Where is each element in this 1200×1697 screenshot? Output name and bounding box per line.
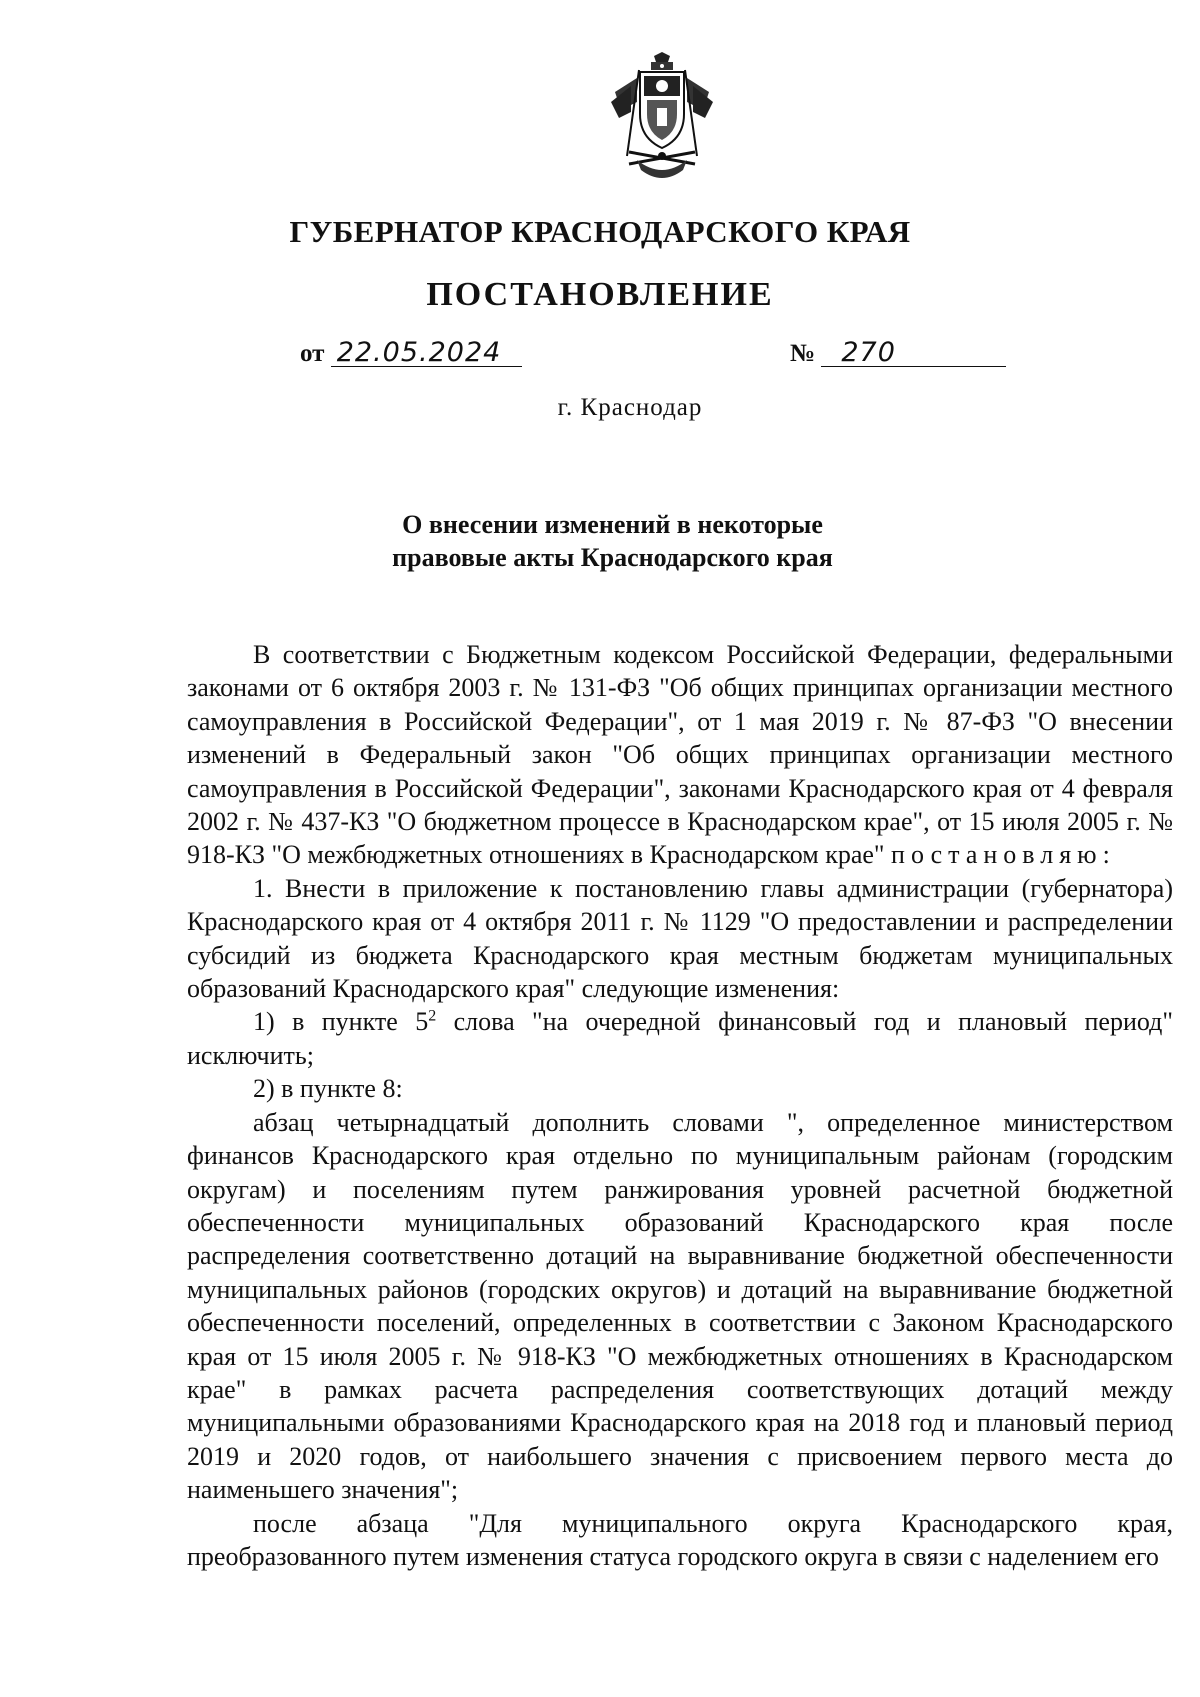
- document-number: [790, 337, 1006, 368]
- document-subject: [0, 508, 1200, 574]
- issuing-authority: ГУБЕРНАТОР КРАСНОДАРСКОГО КРАЯ: [289, 214, 911, 249]
- paragraph-preamble: [187, 638, 1173, 872]
- city: г. Краснодар: [557, 394, 703, 421]
- paragraph-subitem-2: 2) в пункте 8:: [253, 1074, 403, 1104]
- paragraph-amendment-text: абзац четырнадцатый дополнить словами ", определенное министерством финансов Краснодарского края отдельно по муниципальным районам (городским округам) и поселениям путем ранжирования уровней расчетной бюджетной обеспеченности муниципальных образований Краснодарского края после распределения соответственно дотаций на выравнивание бюджетной обеспеченности муниципальных районов (городских округов) и дотаций на выравнивание бюджетной обеспеченности поселений, определенных в соответствии с Законом Краснодарского края от 15 июля 2005 г. № 918-КЗ "О межбюджетных отношениях в Краснодарском крае" в рамках расчета распределения соответствующих дотаций между муниципальными образованиями Краснодарского края на 2018 год и плановый период 2019 и 2020 годов, от наибольшего значения с присвоением первого места до наименьшего значения";: [187, 1107, 1173, 1505]
- number-value: 270: [821, 340, 1006, 367]
- date-prefix: от: [300, 340, 325, 367]
- subitem-1-text-start: 1) в пункте 5: [253, 1007, 429, 1037]
- decree-word: постановляю:: [891, 840, 1116, 870]
- krasnodar-coat-of-arms-icon: [607, 52, 717, 184]
- subitem-1-text-end: слова "на очередной финансовый год и плановый период" исключить;: [187, 1007, 1173, 1070]
- subject-line-2: правовые акты Краснодарского края: [392, 543, 833, 572]
- paragraph-continuation: после абзаца "Для муниципального округа Краснодарского края, преобразованного путем изменения статуса городского округа в связи с наделением его: [187, 1508, 1173, 1571]
- paragraph-item-1: 1. Внести в приложение к постановлению главы администрации (губернатора) Краснодарского края от 4 октября 2011 г. № 1129 "О предоставлении и распределении субсидий из бюджета Краснодарского края местным бюджетам муниципальных образований Краснодарского края" следующие изменения:: [187, 873, 1173, 1004]
- preamble-text: В соответствии с Бюджетным кодексом Российской Федерации, федеральными законами от 6 октября 2003 г. № 131-ФЗ "Об общих принципах организации местного самоуправления в Российской Федерации", от 1 мая 2019 г. № 87-ФЗ "О внесении изменений в Федеральный закон "Об общих принципах организации местного самоуправления в Российской Федерации", законами Краснодарского края от 4 февраля 2002 г. № 437-КЗ "О бюджетном процессе в Краснодарском крае", от 15 июля 2005 г. № 918-КЗ "О межбюджетных отношениях в Краснодарском крае": [187, 640, 1173, 870]
- date-value: 22.05.2024: [331, 340, 522, 367]
- subitem-1-superscript: 2: [428, 1007, 437, 1025]
- document-type: ПОСТАНОВЛЕНИЕ: [426, 276, 774, 313]
- number-prefix: №: [790, 340, 816, 367]
- paragraph-subitem-1: [187, 1005, 1173, 1072]
- document-body: [187, 638, 1173, 1573]
- document-date: [300, 337, 522, 368]
- subject-line-1: О внесении изменений в некоторые: [402, 510, 823, 539]
